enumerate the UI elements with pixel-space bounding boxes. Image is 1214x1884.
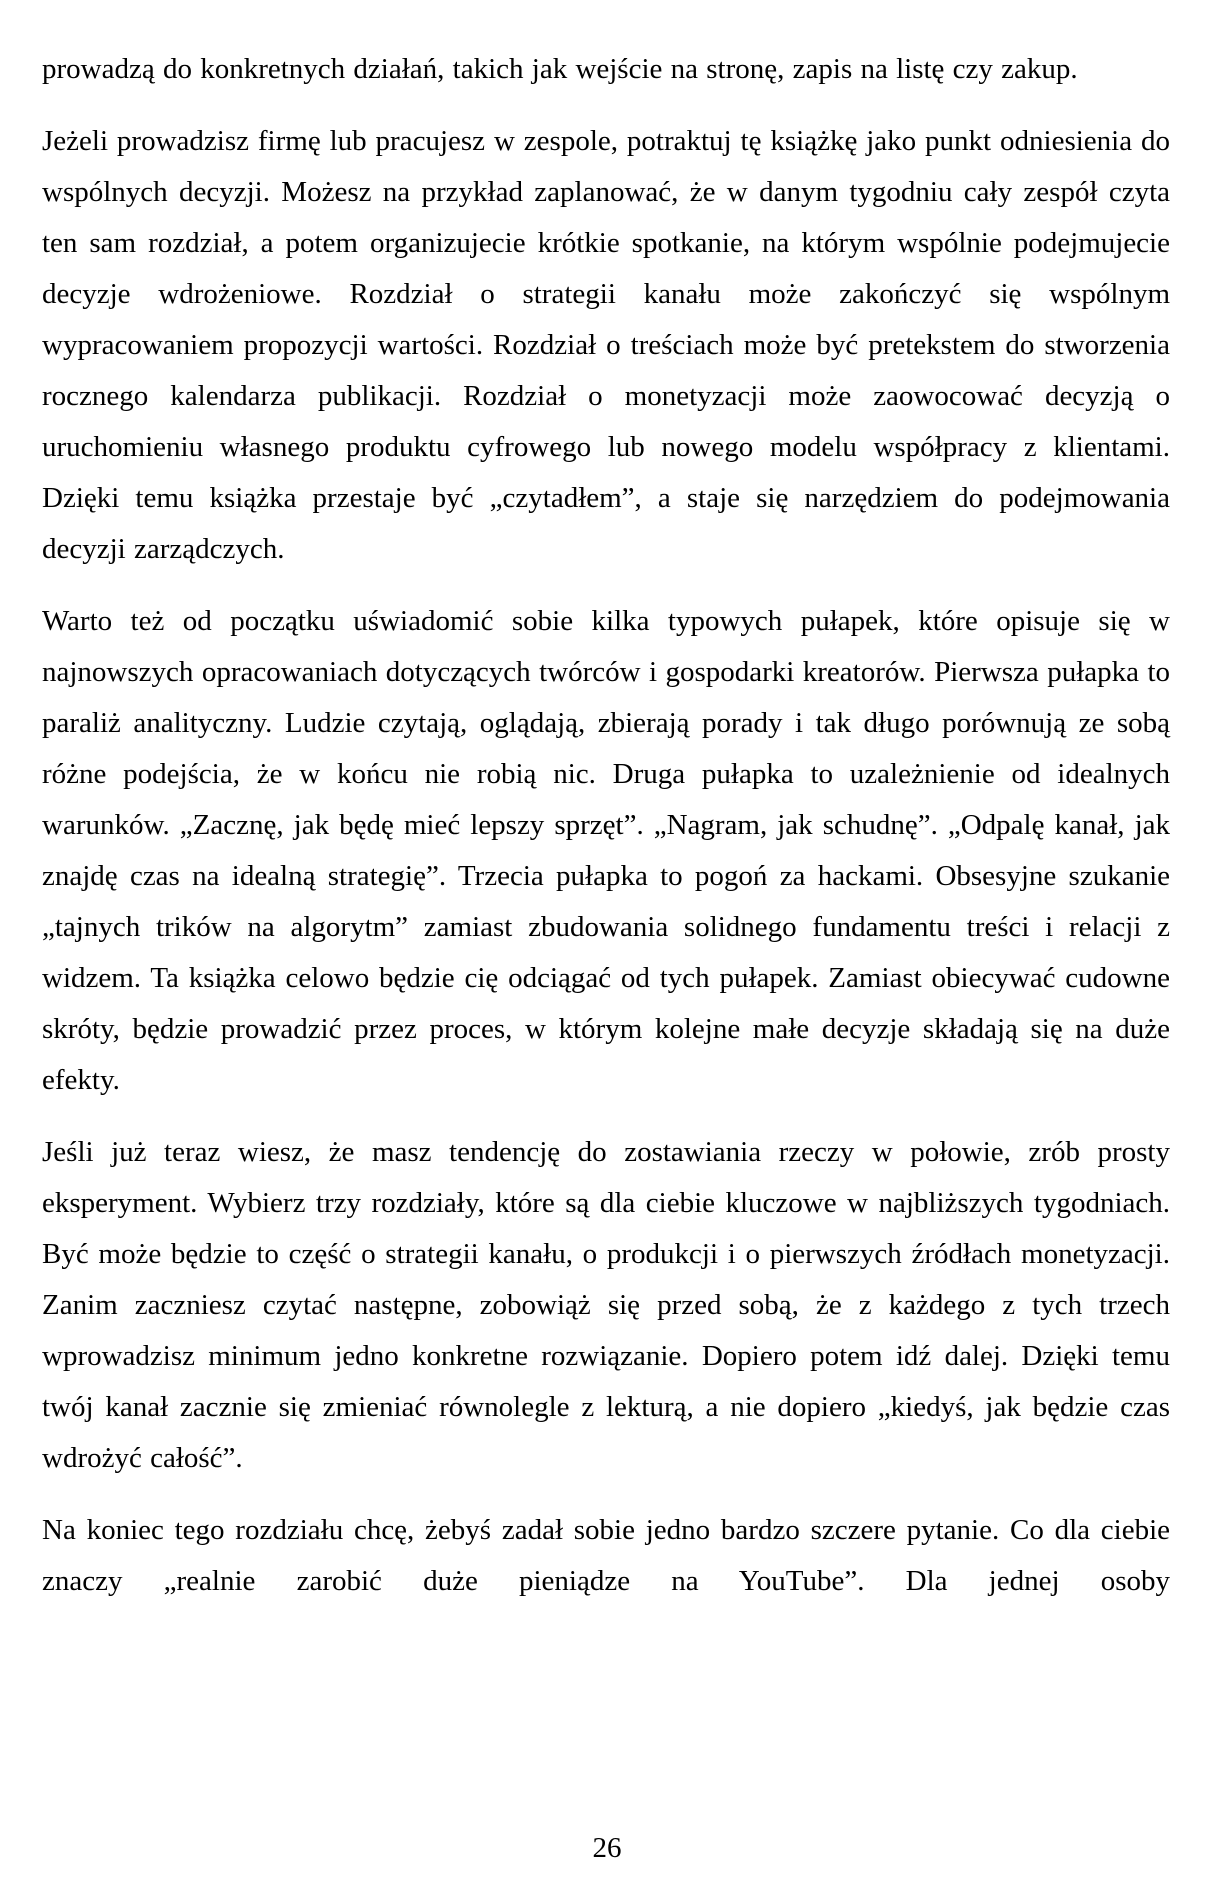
page-footer <box>0 1828 1214 1868</box>
paragraphs-container <box>42 44 1170 1607</box>
paragraph: Warto też od początku uświadomić sobie kilka typowych pułapek, które opisuje się w najnowszych opracowaniach dotyczących twórców i gospodarki kreatorów. Pierwsza pułapka to paraliż analityczny. Ludzie czytają, oglądają, zbierają porady i tak długo porównują ze sobą różne podejścia, że w końcu nie robią nic. Druga pułapka to uzależnienie od idealnych warunków. „Zacznę, jak będę mieć lepszy sprzęt”. „Nagram, jak schudnę”. „Odpalę kanał, jak znajdę czas na idealną strategię”. Trzecia pułapka to pogoń za hackami. Obsesyjne szukanie „tajnych trików na algorytm” zamiast zbudowania solidnego fundamentu treści i relacji z widzem. Ta książka celowo będzie cię odciągać od tych pułapek. Zamiast obiecywać cudowne skróty, będzie prowadzić przez proces, w którym kolejne małe decyzje składają się na duże efekty. <box>42 605 1170 1096</box>
paragraph: Jeżeli prowadzisz firmę lub pracujesz w zespole, potraktuj tę książkę jako punkt odniesienia do wspólnych decyzji. Możesz na przykład zaplanować, że w danym tygodniu cały zespół czyta ten sam rozdział, a potem organizujecie krótkie spotkanie, na którym wspólnie podejmujecie decyzje wdrożeniowe. Rozdział o strategii kanału może zakończyć się wspólnym wypracowaniem propozycji wartości. Rozdział o treściach może być pretekstem do stworzenia rocznego kalendarza publikacji. Rozdział o monetyzacji może zaowocować decyzją o uruchomieniu własnego produktu cyfrowego lub nowego modelu współpracy z klientami. Dzięki temu książka przestaje być „czytadłem”, a staje się narzędziem do podejmowania decyzji zarządczych. <box>42 125 1170 565</box>
paragraph: Jeśli już teraz wiesz, że masz tendencję do zostawiania rzeczy w połowie, zrób prosty eksperyment. Wybierz trzy rozdziały, które są dla ciebie kluczowe w najbliższych tygodniach. Być może będzie to część o strategii kanału, o produkcji i o pierwszych źródłach monetyzacji. Zanim zaczniesz czytać następne, zobowiąż się przed sobą, że z każdego z tych trzech wprowadzisz minimum jedno konkretne rozwiązanie. Dopiero potem idź dalej. Dzięki temu twój kanał zacznie się zmieniać równolegle z lekturą, a nie dopiero „kiedyś, jak będzie czas wdrożyć całość”. <box>42 1136 1170 1474</box>
paragraph: Na koniec tego rozdziału chcę, żebyś zadał sobie jedno bardzo szczere pytanie. Co dla ciebie znaczy „realnie zarobić duże pieniądze na YouTube”. Dla jednej osoby <box>42 1514 1170 1597</box>
page-number: 26 <box>592 1832 622 1864</box>
paragraph: prowadzą do konkretnych działań, takich jak wejście na stronę, zapis na listę czy zakup. <box>42 53 1078 85</box>
